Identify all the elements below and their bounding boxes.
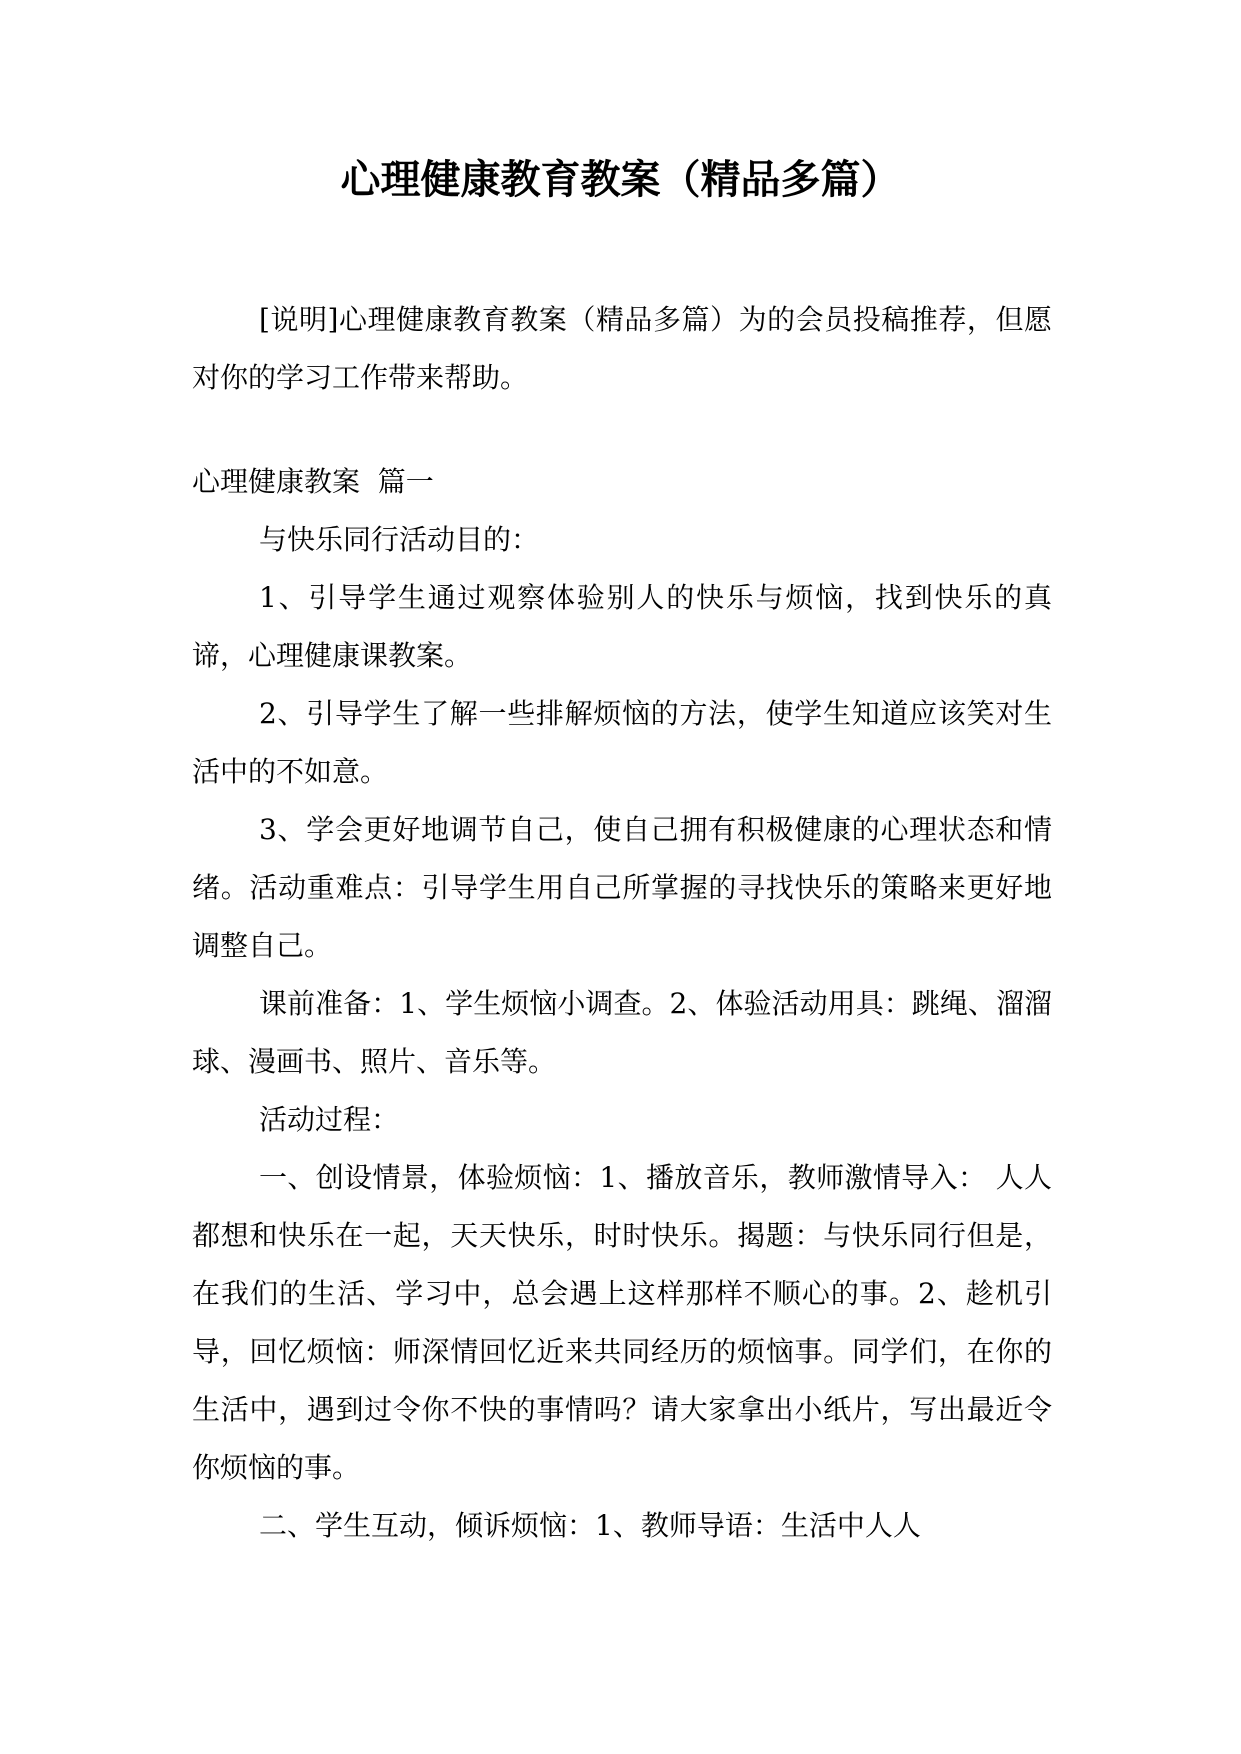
- paragraph-goal-2: 2、引导学生了解一些排解烦恼的方法，使学生知道应该笑对生活中的不如意。: [192, 697, 1052, 788]
- paragraph-activity-goal: 与快乐同行活动目的：: [259, 523, 540, 556]
- paragraph-goal-1: 1、引导学生通过观察体验别人的快乐与烦恼，找到快乐的真谛，心理健康课教案。: [192, 581, 1052, 672]
- paragraph-preparation: 课前准备：1、学生烦恼小调查。2、体验活动用具：跳绳、溜溜球、漫画书、照片、音乐等。: [192, 987, 1052, 1078]
- document-title: 心理健康教育教案（精品多篇）: [340, 156, 901, 203]
- intro-paragraph: [说明]心理健康教育教案（精品多篇）为的会员投稿推荐，但愿对你的学习工作带来帮助。: [192, 303, 1052, 394]
- paragraph-step-2: 二、学生互动，倾诉烦恼：1、教师导语：生活中人人: [259, 1509, 921, 1542]
- document-body: [192, 291, 1052, 1555]
- paragraph-gap: [192, 407, 1052, 453]
- section-heading: 心理健康教案 篇一: [192, 465, 434, 498]
- paragraph-process-heading: 活动过程：: [259, 1103, 400, 1136]
- paragraph-step-1: 一、创设情景，体验烦恼：1、播放音乐，教师激情导入： 人人都想和快乐在一起，天天快乐，时时快乐。揭题：与快乐同行但是，在我们的生活、学习中，总会遇上这样那样不顺心的事。2、趁机引导，回忆烦恼：师深情回忆近来共同经历的烦恼事。同学们，在你的生活中，遇到过令你不快的事情吗？请大家拿出小纸片，写出最近令你烦恼的事。: [192, 1161, 1052, 1484]
- paragraph-goal-3: 3、学会更好地调节自己，使自己拥有积极健康的心理状态和情绪。活动重难点：引导学生用自己所掌握的寻找快乐的策略来更好地调整自己。: [192, 813, 1052, 962]
